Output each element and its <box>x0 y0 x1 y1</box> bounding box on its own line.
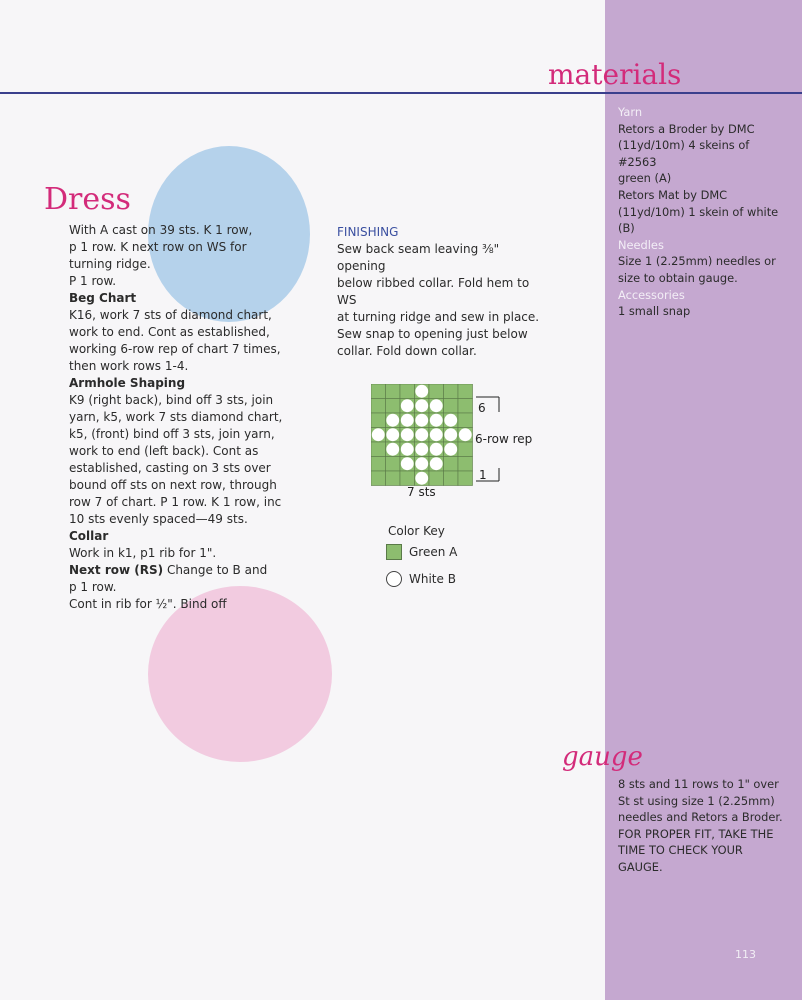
dress-line: K16, work 7 sts of diamond chart, <box>69 308 272 322</box>
chart-stitch-white <box>372 428 385 441</box>
dress-subheading: Beg Chart <box>69 291 137 305</box>
yarn-line: (11yd/10m) 4 skeins of #2563 <box>618 138 750 169</box>
gauge-text <box>618 776 790 876</box>
green-swatch <box>386 544 402 560</box>
needles-line: Size 1 (2.25mm) needles or <box>618 254 776 269</box>
next-row-line <box>69 562 289 579</box>
materials-heading: materials <box>548 58 682 91</box>
chart-stitch-white <box>430 399 443 412</box>
chart-cell <box>458 413 473 428</box>
yarn-line: (11yd/10m) 1 skein of white <box>618 204 779 219</box>
chart-cell <box>444 471 459 486</box>
dress-line: work to end. Cont as established, <box>69 325 270 339</box>
gauge-line: TIME TO CHECK YOUR GAUGE. <box>618 843 743 874</box>
chart-stitch-white <box>459 428 472 441</box>
materials-list <box>618 104 790 320</box>
finishing-line: below ribbed collar. Fold hem to WS <box>337 276 530 307</box>
white-swatch <box>386 571 402 587</box>
dress-line: row 7 of chart. P 1 row. K 1 row, inc <box>69 495 282 509</box>
gauge-line: needles and Retors a Broder. <box>618 810 783 825</box>
dress-line: bound off sts on next row, through <box>69 478 277 492</box>
chart-cell <box>386 457 401 472</box>
chart-stitch-white <box>430 443 443 456</box>
rep-label: 6-row rep <box>475 432 533 446</box>
chart-cell <box>400 471 415 486</box>
chart-cell <box>386 471 401 486</box>
dress-line: 10 sts evenly spaced—49 sts. <box>69 512 248 526</box>
chart-cell <box>458 457 473 472</box>
chart-cell <box>371 442 386 457</box>
dress-line: p 1 row. K next row on WS for <box>69 240 247 254</box>
chart-cell <box>371 471 386 486</box>
chart-stitch-white <box>444 428 457 441</box>
next-row-label: Next row (RS) <box>69 563 164 577</box>
chart-stitch-white <box>401 414 414 427</box>
finishing-line: collar. Fold down collar. <box>337 344 477 358</box>
gauge-line: 8 sts and 11 rows to 1" over <box>618 777 779 791</box>
chart-cell <box>371 384 386 399</box>
dress-line: established, casting on 3 sts over <box>69 461 271 475</box>
chart-stitch-white <box>401 428 414 441</box>
dress-line: turning ridge. <box>69 257 151 271</box>
gauge-line: St st using size 1 (2.25mm) <box>618 793 775 808</box>
chart-cell <box>458 471 473 486</box>
yarn-line: green (A) <box>618 171 672 186</box>
chart-cell <box>400 384 415 399</box>
header-rule <box>0 92 802 94</box>
dress-line: P 1 row. <box>69 274 117 288</box>
chart-cell <box>458 384 473 399</box>
finishing-title: FINISHING <box>337 225 399 239</box>
dress-tail-1: p 1 row. <box>69 580 117 594</box>
rep-top-label: 6 <box>478 401 486 415</box>
chart-stitch-white <box>401 443 414 456</box>
finishing-line: at turning ridge and sew in place. <box>337 310 540 324</box>
gauge-heading: gauge <box>562 742 643 772</box>
finishing-line: Sew snap to opening just below <box>337 327 528 341</box>
dress-line: yarn, k5, work 7 sts diamond chart, <box>69 410 283 424</box>
finishing-section <box>337 224 547 360</box>
chart-stitch-white <box>415 428 428 441</box>
accessories-label: Accessories <box>618 287 685 302</box>
dress-line: K9 (right back), bind off 3 sts, join <box>69 393 274 407</box>
chart-stitch-white <box>386 428 399 441</box>
chart-stitch-white <box>415 385 428 398</box>
green-label: Green A <box>409 545 458 559</box>
dress-line: then work rows 1-4. <box>69 359 189 373</box>
chart-stitch-white <box>415 399 428 412</box>
white-label: White B <box>409 572 456 586</box>
chart-cell <box>386 399 401 414</box>
chart-cell <box>371 399 386 414</box>
accessories-line: 1 small snap <box>618 304 691 319</box>
chart-stitch-white <box>415 414 428 427</box>
chart-cell <box>458 399 473 414</box>
chart-stitch-white <box>386 414 399 427</box>
yarn-line: Retors Mat by DMC <box>618 187 728 202</box>
rep-bottom-label: 1 <box>479 468 487 482</box>
dress-subheading: Armhole Shaping <box>69 376 186 390</box>
needles-label: Needles <box>618 237 664 252</box>
diamond-chart <box>371 384 551 504</box>
chart-stitch-white <box>386 443 399 456</box>
chart-stitch-white <box>430 428 443 441</box>
needles-line: size to obtain gauge. <box>618 270 738 285</box>
chart-stitch-white <box>401 399 414 412</box>
chart-cell <box>458 442 473 457</box>
chart-stitch-white <box>415 457 428 470</box>
dress-line: With A cast on 39 sts. K 1 row, <box>69 223 253 237</box>
chart-cell <box>371 457 386 472</box>
dress-line: k5, (front) bind off 3 sts, join yarn, <box>69 427 275 441</box>
yarn-line: (B) <box>618 221 635 236</box>
dress-subheading: Collar <box>69 529 109 543</box>
chart-stitch-white <box>415 443 428 456</box>
color-key-white <box>386 571 456 587</box>
chart-cell <box>386 384 401 399</box>
chart-stitch-white <box>415 472 428 485</box>
chart-cell <box>444 457 459 472</box>
dress-heading: Dress <box>44 182 131 217</box>
chart-cell <box>429 471 444 486</box>
finishing-line: Sew back seam leaving ⅜" opening <box>337 242 500 273</box>
dress-line: working 6-row rep of chart 7 times, <box>69 342 281 356</box>
chart-stitch-white <box>444 414 457 427</box>
dress-lines <box>69 222 289 562</box>
color-key-title: Color Key <box>388 524 445 538</box>
width-label: 7 sts <box>407 485 436 499</box>
page-number: 113 <box>735 948 756 961</box>
chart-stitch-white <box>430 414 443 427</box>
chart-cell <box>444 384 459 399</box>
color-key-green <box>386 544 457 560</box>
yarn-line: Retors a Broder by DMC <box>618 121 755 136</box>
gauge-line: FOR PROPER FIT, TAKE THE <box>618 826 774 841</box>
dress-tail-2: Cont in rib for ½". Bind off <box>69 597 227 611</box>
chart-stitch-white <box>430 457 443 470</box>
dress-instructions <box>69 222 289 613</box>
dress-line: Work in k1, p1 rib for 1". <box>69 546 217 560</box>
yarn-label: Yarn <box>618 105 643 119</box>
chart-cell <box>444 399 459 414</box>
dress-line: work to end (left back). Cont as <box>69 444 259 458</box>
chart-stitch-white <box>401 457 414 470</box>
chart-cell <box>429 384 444 399</box>
chart-stitch-white <box>444 443 457 456</box>
next-row-text: Change to B and <box>163 563 268 577</box>
chart-cell <box>371 413 386 428</box>
